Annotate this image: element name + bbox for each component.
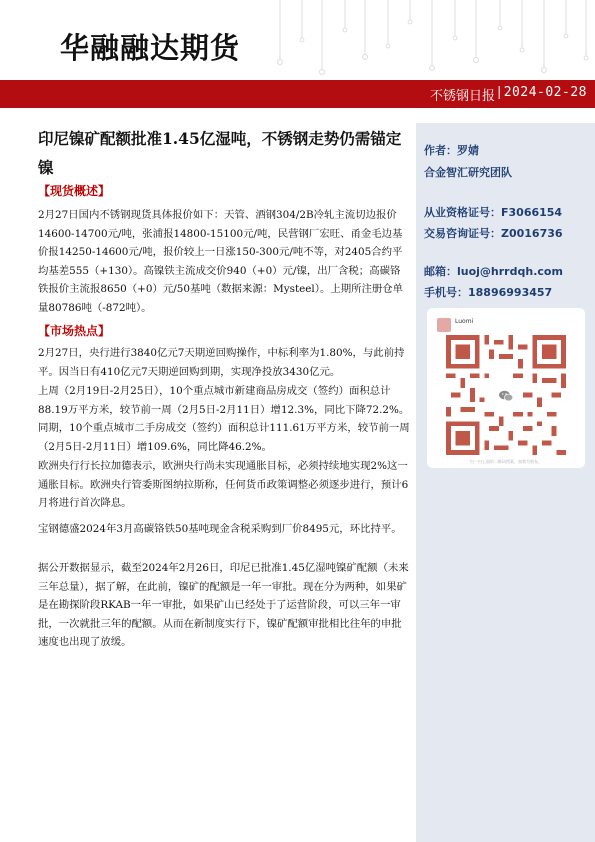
- market-paragraph-1: 2月27日，央行进行3840亿元7天期逆回购操作，中标利率为1.80%，与此前持平。因当日有410亿元7天期逆回购到期，实现净投放3430亿元。: [38, 347, 405, 378]
- market-paragraph-4: 宝钢德盛2024年3月高碳铬铁50基吨现金含税采购到厂价8495元，环比持平。: [38, 523, 402, 535]
- report-header: [0, 0, 595, 82]
- author-name: 作者：罗婧: [424, 144, 479, 157]
- header-decoration: [260, 0, 595, 78]
- author-email[interactable]: 邮箱：luoj@hrrdqh.com: [424, 265, 563, 278]
- header-separator: |: [497, 85, 502, 100]
- market-paragraph-5: 据公开数据显示，截至2024年2月26日，印尼已批准1.45亿湿吨镍矿配额（未来三年总量），据了解，在此前，镍矿的配额是一年一审批。现在分为两种，如果矿是在勘探阶段RKAB一年一审批，如果矿山已经处于了运营阶段，可以三年一审批，一次就批三年的配额。从而在新制度实行下，镍矿配额审批相比往年的申批速度也出现了放缓。: [38, 562, 409, 648]
- company-logo-text: 华融融达期货: [60, 31, 241, 65]
- wechat-qr-card: [427, 308, 585, 468]
- research-team: 合金智汇研究团队: [424, 166, 512, 179]
- qualification-cert: 从业资格证号：F3066154: [424, 206, 563, 219]
- market-paragraph-2: 上周（2月19日-2月25日），10个重点城市新建商品房成交（签约）面积总计88.19万平方米，较节前一周（2月5日-2月11日）增12.3%，同比下降72.2%。同期，10个重点城市二手房成交（签约）面积总计111.61万平方米，较节前一周（2月5日-2月11日）增109.6%，同比降46.2%。: [38, 385, 410, 453]
- spot-section-heading: 【现货概述】: [38, 184, 111, 198]
- qr-profile-name: Luomi: [455, 318, 474, 325]
- market-section-heading: 【市场热点】: [38, 324, 111, 338]
- wechat-icon: [497, 387, 515, 405]
- investment-consult-cert: 交易咨询证号：Z0016736: [424, 227, 563, 240]
- report-type: 不锈钢日报: [429, 89, 495, 104]
- author-phone: 手机号：18896993457: [424, 286, 553, 299]
- market-paragraph-3: 欧洲央行行长拉加德表示，欧洲央行尚未实现通胀目标，必须持续地实现2%这一通胀目标。欧洲央行管委斯图纳拉斯称，任何货币政策调整必须逐步进行，预计6月将进行首次降息。: [38, 460, 409, 509]
- qr-caption: 扫一扫上面的二维码图案，加我为朋友。: [470, 459, 542, 464]
- report-title: 印尼镍矿配额批准1.45亿湿吨，不锈钢走势仍需锚定镍: [38, 129, 402, 177]
- avatar: [437, 318, 451, 332]
- spot-paragraph: 2月27日国内不锈钢现货具体报价如下：天管、酒钢304/2B冷轧主流切边报价14600-14700元/吨，张浦报14800-15100元/吨，民营钢厂宏旺、甬金毛边基价报14250-14600元/吨，报价较上一日涨150-300元/吨不等，对2405合约平均基差555（+130）。高镍铁主流成交价940（+0）元/镍，出厂含税；高碳铬铁报价主流报8650（+0）元/50基吨（数据来源：Mysteel）。上期所注册仓单量80786吨（-872吨）。: [38, 209, 404, 314]
- report-date: 2024-02-28: [503, 85, 587, 100]
